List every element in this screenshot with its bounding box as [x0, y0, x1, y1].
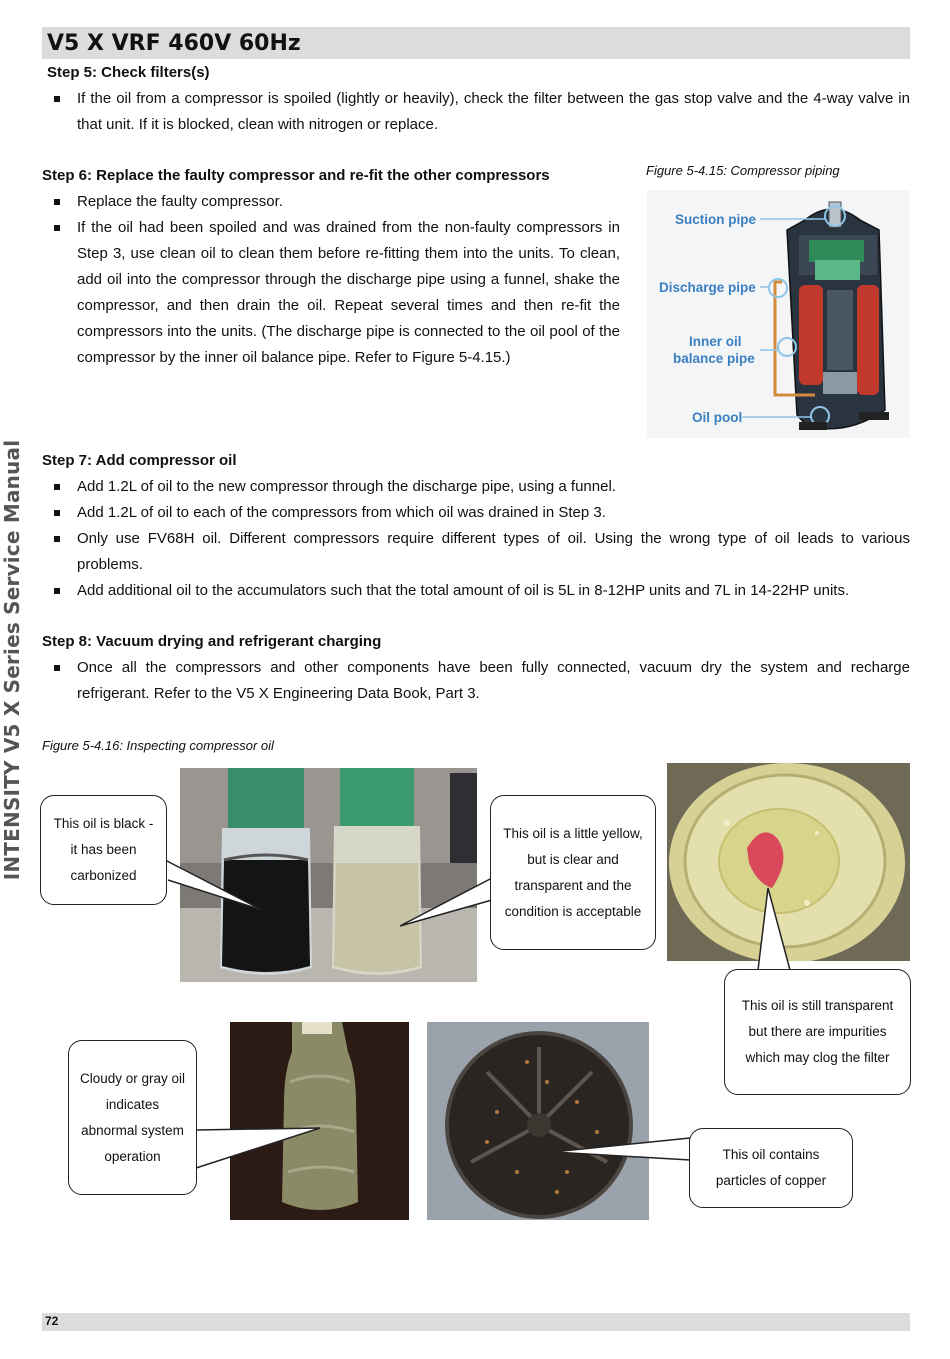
list-item: If the oil had been spoiled and was drained from the non-faulty compressors in Step 3, use clean oil to clean them before re-fitting them into the units. To clean, add oil into the compressor through the discharge pipe using a funnel, shake the compressor, and then drain the oil. Repeat several times and then re-fit the compressors into the units. (The discharge pipe is connected to the oil pool of the compressor by the inner oil balance pipe. Refer to Figure 5-4.15.)	[42, 215, 620, 371]
figure-415-caption: Figure 5-4.15: Compressor piping	[646, 163, 840, 178]
page-title: V5 X VRF 460V 60Hz	[47, 31, 301, 56]
list-item: Replace the faulty compressor.	[42, 189, 620, 215]
callout-yellow-oil: This oil is a little yellow, but is clear and transparent and the condition is acceptable	[490, 795, 656, 950]
figure-416-caption: Figure 5-4.16: Inspecting compressor oil	[42, 738, 274, 753]
page-number: 72	[45, 1314, 59, 1328]
inner-oil-label: Inner oil	[689, 334, 742, 349]
list-item: Only use FV68H oil. Different compressors require different types of oil. Using the wrong type of oil leads to various problems.	[42, 526, 910, 578]
list-item: Add additional oil to the accumulators such that the total amount of oil is 5L in 8-12HP units and 7L in 14-22HP units.	[42, 578, 910, 604]
callout-cloudy-oil: Cloudy or gray oil indicates abnormal system operation	[68, 1040, 197, 1195]
callout-copper: This oil contains particles of copper	[689, 1128, 853, 1208]
balance-pipe-label: balance pipe	[673, 351, 755, 366]
callout-black-oil: This oil is black - it has been carbonized	[40, 795, 167, 905]
list-item: Add 1.2L of oil to each of the compressors from which oil was drained in Step 3.	[42, 500, 910, 526]
callout-impurities: This oil is still transparent but there are impurities which may clog the filter	[724, 969, 911, 1095]
list-item: Add 1.2L of oil to the new compressor through the discharge pipe, using a funnel.	[42, 474, 910, 500]
step7-heading: Step 7: Add compressor oil	[42, 452, 237, 469]
step8-heading: Step 8: Vacuum drying and refrigerant charging	[42, 633, 382, 650]
step5-heading: Step 5: Check filters(s)	[47, 64, 210, 81]
footer-bar	[42, 1313, 910, 1331]
oil-pool-label: Oil pool	[692, 410, 743, 425]
list-item: If the oil from a compressor is spoiled (lightly or heavily), check the filter between the gas stop valve and the 4-way valve in that unit. If it is blocked, clean with nitrogen or replace.	[42, 86, 910, 138]
manual-side-title-text: INTENSITY V5 X Series Service Manual	[0, 439, 24, 881]
discharge-pipe-label: Discharge pipe	[659, 280, 756, 295]
list-item: Once all the compressors and other components have been fully connected, vacuum dry the system and recharge refrigerant. Refer to the V5 X Engineering Data Book, Part 3.	[42, 655, 910, 707]
step6-heading: Step 6: Replace the faulty compressor and re-fit the other compressors	[42, 167, 550, 184]
suction-pipe-label: Suction pipe	[675, 212, 756, 227]
